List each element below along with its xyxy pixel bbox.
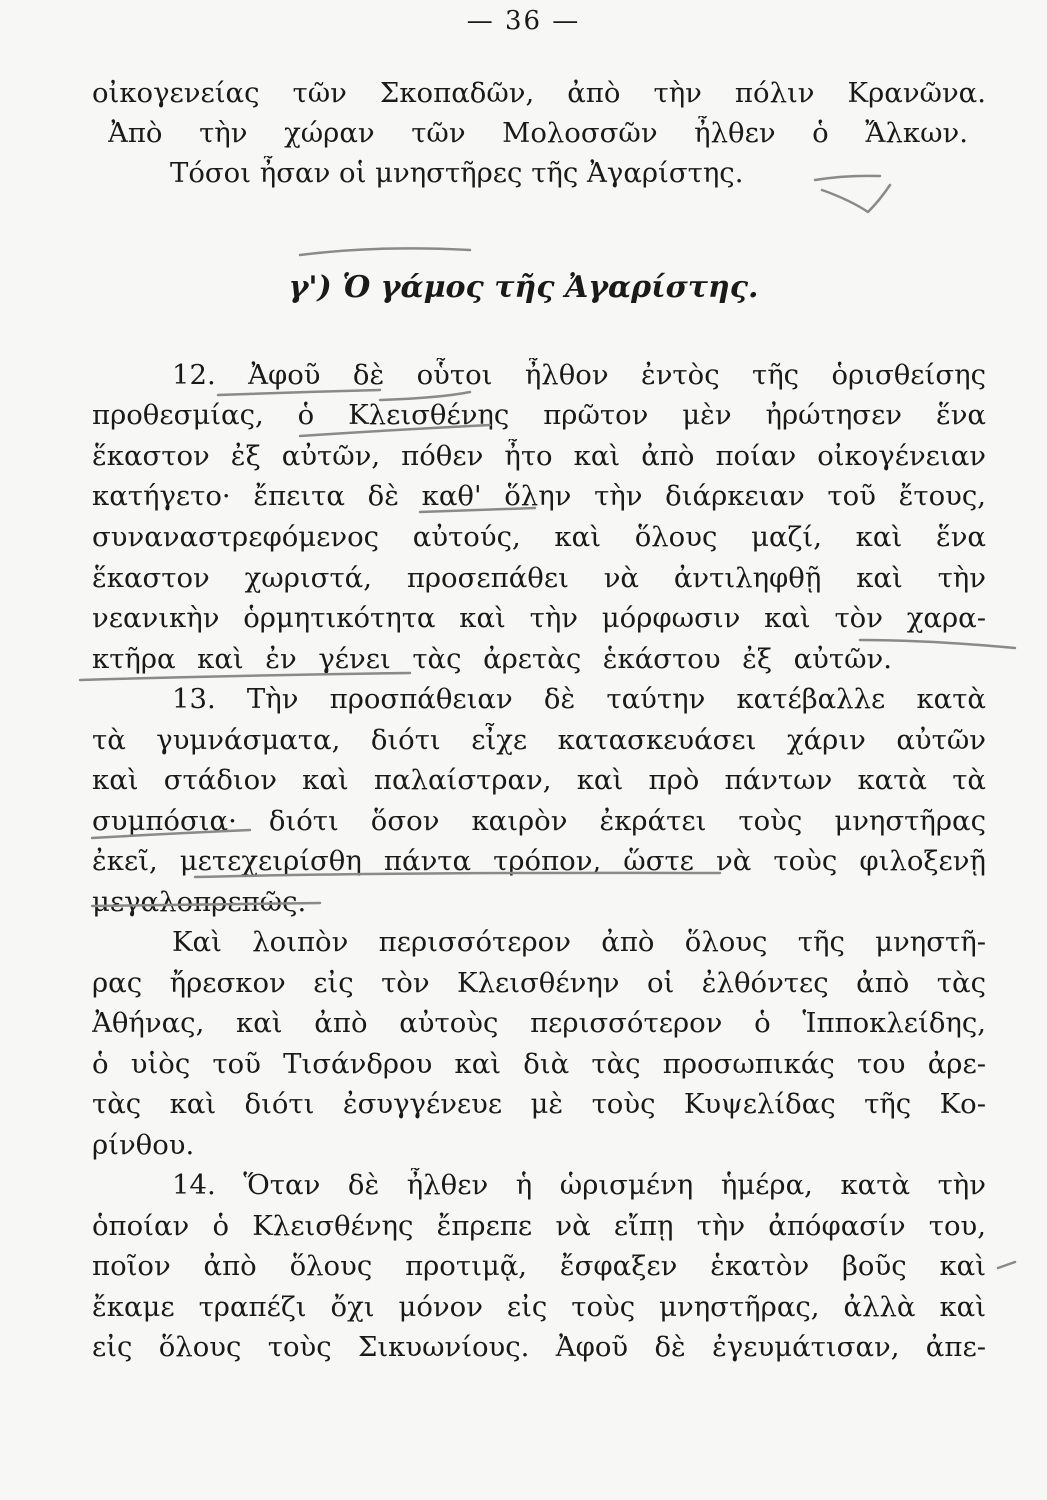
text-line: ποῖον ἀπὸ ὅλους προτιμᾷ, ἔσφαξεν ἑκατὸν βοῦς καὶ [92,1250,986,1282]
text-line: Ἀθήνας, καὶ ἀπὸ αὐτοὺς περισσότερον ὁ Ἱπποκλείδης, [92,1007,986,1039]
text-line: τὰ γυμνάσματα, διότι εἶχε κατασκευάσει χάριν αὐτῶν [92,724,986,756]
section-heading: γ') Ὁ γάμος τῆς Ἀγαρίστης. [288,270,759,305]
page-number: — 36 — [466,6,581,36]
pencil-checkmark [822,185,890,212]
text-line: Καὶ λοιπὸν περισσότερον ἀπὸ ὅλους τῆς μνηστῆ- [172,926,986,958]
pencil-stroke [300,248,470,255]
text-line: κατήγετο· ἔπειτα δὲ καθ' ὅλην τὴν διάρκειαν τοῦ ἔτους, [92,480,986,512]
text-line: ἔκαμε τραπέζι ὄχι μόνον εἰς τοὺς μνηστῆρας, ἀλλὰ καὶ [92,1291,986,1323]
text-line: 13. Τὴν προσπάθειαν δὲ ταύτην κατέβαλλε κατὰ [172,683,986,715]
pencil-stroke [815,176,880,180]
text-line: εἰς ὅλους τοὺς Σικυωνίους. Ἀφοῦ δὲ ἐγευμάτισαν, ἀπε- [92,1331,986,1363]
text-line: οἰκογενείας τῶν Σκοπαδῶν, ἀπὸ τὴν πόλιν Κρανῶνα. [92,77,986,109]
text-line: ρίνθου. [92,1129,195,1161]
text-line: μεγαλοπρεπῶς. [92,886,307,918]
text-line: ὁποίαν ὁ Κλεισθένης ἔπρεπε νὰ εἴπῃ τὴν ἀπόφασίν του, [92,1210,986,1242]
text-line: νεανικὴν ὁρμητικότητα καὶ τὴν μόρφωσιν καὶ τὸν χαρα- [92,602,986,634]
text-line: τὰς καὶ διότι ἐσυγγένευε μὲ τοὺς Κυψελίδας τῆς Κο- [92,1088,986,1120]
text-line: συμπόσια· διότι ὅσον καιρὸν ἐκράτει τοὺς μνηστῆρας [92,805,986,837]
text-line: ἕκαστον ἐξ αὐτῶν, πόθεν ἦτο καὶ ἀπὸ ποίαν οἰκογένειαν [92,440,986,472]
text-line: προθεσμίας, ὁ Κλεισθένης πρῶτον μὲν ἠρώτησεν ἕνα [92,399,986,431]
text-line: συναναστρεφόμενος αὐτούς, καὶ ὅλους μαζί, καὶ ἕνα [92,521,986,553]
text-line: ἕκαστον χωριστά, προσεπάθει νὰ ἀντιληφθῇ καὶ τὴν [92,562,986,594]
text-line: ἐκεῖ, μετεχειρίσθη πάντα τρόπον, ὥστε νὰ τοὺς φιλοξενῇ [92,845,986,877]
text-line: Τόσοι ἦσαν οἱ μνηστῆρες τῆς Ἀγαρίστης. [170,157,744,189]
pencil-mark [998,1262,1015,1268]
text-line: κτῆρα καὶ ἐν γένει τὰς ἀρετὰς ἑκάστου ἐξ αὐτῶν. [92,643,892,675]
text-line: ρας ἤρεσκον εἰς τὸν Κλεισθένην οἱ ἐλθόντες ἀπὸ τὰς [92,967,986,999]
text-line: 14. Ὅταν δὲ ἦλθεν ἡ ὡρισμένη ἡμέρα, κατὰ τὴν [172,1169,986,1201]
text-line: ὁ υἱὸς τοῦ Τισάνδρου καὶ διὰ τὰς προσωπικάς του ἀρε- [92,1048,986,1080]
text-line: 12. Ἀφοῦ δὲ οὗτοι ἦλθον ἐντὸς τῆς ὁρισθείσης [172,359,986,391]
text-line: Ἀπὸ τὴν χώραν τῶν Μολοσσῶν ἦλθεν ὁ Ἄλκων. [108,117,968,149]
text-line: καὶ στάδιον καὶ παλαίστραν, καὶ πρὸ πάντων κατὰ τὰ [92,764,986,796]
